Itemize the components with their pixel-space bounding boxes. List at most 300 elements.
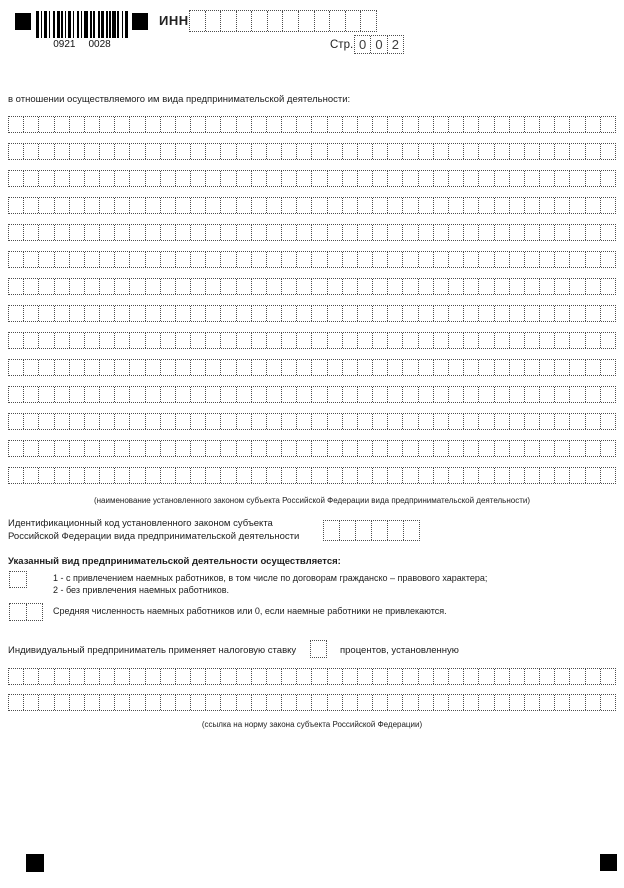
input-cell[interactable] <box>85 252 100 267</box>
input-cell[interactable] <box>237 441 252 456</box>
input-cell[interactable] <box>449 171 464 186</box>
input-cell[interactable] <box>358 225 373 240</box>
input-cell[interactable] <box>570 468 585 483</box>
input-cell[interactable] <box>343 414 358 429</box>
input-cell[interactable] <box>328 360 343 375</box>
input-cell[interactable] <box>9 252 24 267</box>
input-cell[interactable] <box>206 669 221 684</box>
input-cell[interactable] <box>100 441 115 456</box>
input-cell[interactable] <box>570 144 585 159</box>
input-cell[interactable] <box>24 117 39 132</box>
input-cell[interactable] <box>70 225 85 240</box>
input-cell[interactable] <box>510 468 525 483</box>
input-cell[interactable] <box>252 360 267 375</box>
input-cell[interactable] <box>373 252 388 267</box>
input-cell[interactable] <box>176 360 191 375</box>
input-cell[interactable] <box>100 468 115 483</box>
input-cell[interactable] <box>115 414 130 429</box>
input-cell[interactable] <box>24 695 39 710</box>
input-cell[interactable] <box>85 695 100 710</box>
input-cell[interactable] <box>267 171 282 186</box>
input-cell[interactable] <box>540 387 555 402</box>
input-cell[interactable] <box>586 669 601 684</box>
input-cell[interactable] <box>540 695 555 710</box>
input-cell[interactable] <box>358 333 373 348</box>
input-cell[interactable] <box>9 441 24 456</box>
input-cell[interactable] <box>449 360 464 375</box>
input-cell[interactable] <box>510 225 525 240</box>
input-cell[interactable] <box>540 441 555 456</box>
input-cell[interactable] <box>24 144 39 159</box>
input-cell[interactable] <box>343 306 358 321</box>
input-cell[interactable] <box>311 641 326 657</box>
input-cell[interactable] <box>267 669 282 684</box>
input-cell[interactable] <box>570 387 585 402</box>
input-cell[interactable] <box>252 252 267 267</box>
input-cell[interactable] <box>130 252 145 267</box>
input-cell[interactable] <box>540 117 555 132</box>
input-cell[interactable] <box>146 414 161 429</box>
input-cell[interactable] <box>464 225 479 240</box>
input-cell[interactable] <box>601 695 615 710</box>
input-cell[interactable] <box>312 333 327 348</box>
input-cell[interactable] <box>525 468 540 483</box>
input-cell[interactable] <box>358 198 373 213</box>
input-cell[interactable] <box>464 171 479 186</box>
input-cell[interactable] <box>146 144 161 159</box>
input-cell[interactable] <box>388 144 403 159</box>
input-cell[interactable] <box>267 468 282 483</box>
input-cell[interactable] <box>9 144 24 159</box>
input-cell[interactable] <box>434 171 449 186</box>
input-cell[interactable] <box>328 279 343 294</box>
input-cell[interactable] <box>555 306 570 321</box>
input-cell[interactable] <box>221 11 237 31</box>
input-cell[interactable] <box>419 117 434 132</box>
input-cell[interactable] <box>403 144 418 159</box>
input-cell[interactable] <box>525 695 540 710</box>
input-cell[interactable] <box>555 117 570 132</box>
input-cell[interactable] <box>601 117 615 132</box>
input-cell[interactable] <box>358 669 373 684</box>
input-cell[interactable] <box>555 387 570 402</box>
input-cell[interactable] <box>191 171 206 186</box>
input-cell[interactable] <box>161 252 176 267</box>
input-cell[interactable] <box>312 117 327 132</box>
input-cell[interactable] <box>601 669 615 684</box>
input-cell[interactable] <box>100 117 115 132</box>
input-cell[interactable] <box>388 198 403 213</box>
input-cell[interactable] <box>373 279 388 294</box>
input-cell[interactable] <box>100 669 115 684</box>
input-cell[interactable] <box>176 144 191 159</box>
input-cell[interactable] <box>55 360 70 375</box>
input-cell[interactable] <box>190 11 206 31</box>
input-cell[interactable] <box>525 360 540 375</box>
input-cell[interactable] <box>388 279 403 294</box>
input-cell[interactable] <box>540 333 555 348</box>
input-cell[interactable] <box>312 225 327 240</box>
input-cell[interactable] <box>267 441 282 456</box>
input-cell[interactable] <box>495 225 510 240</box>
input-cell[interactable] <box>282 468 297 483</box>
input-cell[interactable] <box>299 11 315 31</box>
input-cell[interactable] <box>343 387 358 402</box>
input-cell[interactable]: 0 <box>371 36 387 53</box>
input-cell[interactable] <box>601 144 615 159</box>
input-cell[interactable] <box>267 225 282 240</box>
input-cell[interactable] <box>403 414 418 429</box>
input-cell[interactable] <box>555 468 570 483</box>
input-cell[interactable] <box>130 669 145 684</box>
input-cell[interactable] <box>100 387 115 402</box>
input-cell[interactable] <box>130 360 145 375</box>
input-cell[interactable] <box>39 144 54 159</box>
input-cell[interactable] <box>343 198 358 213</box>
input-cell[interactable] <box>340 521 356 540</box>
input-cell[interactable] <box>130 695 145 710</box>
input-cell[interactable] <box>115 360 130 375</box>
input-cell[interactable] <box>324 521 340 540</box>
input-cell[interactable] <box>525 279 540 294</box>
input-cell[interactable] <box>161 333 176 348</box>
input-cell[interactable] <box>24 387 39 402</box>
input-cell[interactable] <box>176 171 191 186</box>
input-cell[interactable] <box>601 414 615 429</box>
input-cell[interactable] <box>495 333 510 348</box>
input-cell[interactable] <box>343 117 358 132</box>
input-cell[interactable] <box>586 117 601 132</box>
input-cell[interactable] <box>297 279 312 294</box>
input-cell[interactable] <box>115 279 130 294</box>
input-cell[interactable] <box>176 468 191 483</box>
input-cell[interactable] <box>479 468 494 483</box>
input-cell[interactable] <box>55 144 70 159</box>
input-cell[interactable] <box>267 360 282 375</box>
input-cell[interactable] <box>419 333 434 348</box>
input-cell[interactable] <box>100 695 115 710</box>
input-cell[interactable] <box>146 117 161 132</box>
input-cell[interactable] <box>419 252 434 267</box>
input-cell[interactable] <box>206 198 221 213</box>
input-cell[interactable] <box>495 144 510 159</box>
input-cell[interactable] <box>146 669 161 684</box>
input-cell[interactable] <box>100 279 115 294</box>
input-cell[interactable] <box>70 144 85 159</box>
input-cell[interactable] <box>570 306 585 321</box>
input-cell[interactable] <box>282 144 297 159</box>
input-cell[interactable] <box>330 11 346 31</box>
input-cell[interactable] <box>115 333 130 348</box>
input-cell[interactable] <box>130 171 145 186</box>
input-cell[interactable] <box>85 225 100 240</box>
input-cell[interactable] <box>161 279 176 294</box>
input-cell[interactable] <box>570 225 585 240</box>
input-cell[interactable] <box>419 144 434 159</box>
input-cell[interactable] <box>373 144 388 159</box>
input-cell[interactable] <box>540 669 555 684</box>
input-cell[interactable] <box>510 695 525 710</box>
input-cell[interactable] <box>525 144 540 159</box>
input-cell[interactable] <box>27 604 43 620</box>
input-cell[interactable] <box>328 306 343 321</box>
input-cell[interactable] <box>464 414 479 429</box>
input-cell[interactable] <box>419 360 434 375</box>
input-cell[interactable] <box>191 387 206 402</box>
input-cell[interactable] <box>403 441 418 456</box>
input-cell[interactable] <box>282 333 297 348</box>
input-cell[interactable] <box>130 117 145 132</box>
input-cell[interactable] <box>361 11 376 31</box>
input-cell[interactable] <box>161 387 176 402</box>
input-cell[interactable] <box>39 360 54 375</box>
input-cell[interactable] <box>115 468 130 483</box>
input-cell[interactable] <box>39 198 54 213</box>
input-cell[interactable] <box>146 171 161 186</box>
input-cell[interactable] <box>176 225 191 240</box>
input-cell[interactable] <box>176 306 191 321</box>
input-cell[interactable] <box>176 387 191 402</box>
input-cell[interactable] <box>388 521 404 540</box>
input-cell[interactable] <box>221 441 236 456</box>
input-cell[interactable] <box>115 695 130 710</box>
input-cell[interactable] <box>191 441 206 456</box>
input-cell[interactable] <box>328 198 343 213</box>
input-cell[interactable] <box>9 669 24 684</box>
input-cell[interactable] <box>328 414 343 429</box>
input-cell[interactable] <box>282 441 297 456</box>
input-cell[interactable] <box>479 695 494 710</box>
input-cell[interactable] <box>146 198 161 213</box>
input-cell[interactable] <box>252 387 267 402</box>
input-cell[interactable] <box>570 198 585 213</box>
input-cell[interactable] <box>9 171 24 186</box>
input-cell[interactable] <box>525 252 540 267</box>
input-cell[interactable] <box>373 387 388 402</box>
input-cell[interactable] <box>297 171 312 186</box>
input-cell[interactable] <box>146 306 161 321</box>
input-cell[interactable] <box>495 441 510 456</box>
input-cell[interactable] <box>85 360 100 375</box>
input-cell[interactable] <box>419 441 434 456</box>
input-cell[interactable] <box>525 306 540 321</box>
input-cell[interactable] <box>464 669 479 684</box>
input-cell[interactable] <box>176 414 191 429</box>
input-cell[interactable] <box>237 171 252 186</box>
input-cell[interactable] <box>495 171 510 186</box>
input-cell[interactable] <box>161 669 176 684</box>
input-cell[interactable] <box>39 669 54 684</box>
input-cell[interactable] <box>130 279 145 294</box>
input-cell[interactable] <box>434 669 449 684</box>
input-cell[interactable] <box>191 695 206 710</box>
input-cell[interactable] <box>252 468 267 483</box>
input-cell[interactable] <box>479 171 494 186</box>
input-cell[interactable] <box>495 695 510 710</box>
input-cell[interactable] <box>161 468 176 483</box>
input-cell[interactable] <box>282 117 297 132</box>
input-cell[interactable] <box>479 279 494 294</box>
input-cell[interactable] <box>161 225 176 240</box>
input-cell[interactable] <box>267 117 282 132</box>
input-cell[interactable] <box>176 695 191 710</box>
input-cell[interactable] <box>525 333 540 348</box>
input-cell[interactable] <box>495 117 510 132</box>
input-cell[interactable] <box>100 414 115 429</box>
input-cell[interactable] <box>510 144 525 159</box>
input-cell[interactable] <box>146 468 161 483</box>
input-cell[interactable] <box>328 225 343 240</box>
input-cell[interactable] <box>221 333 236 348</box>
input-cell[interactable] <box>555 669 570 684</box>
input-cell[interactable] <box>146 387 161 402</box>
input-cell[interactable] <box>267 198 282 213</box>
input-cell[interactable] <box>55 171 70 186</box>
input-cell[interactable] <box>601 387 615 402</box>
input-cell[interactable] <box>328 468 343 483</box>
input-cell[interactable] <box>388 387 403 402</box>
input-cell[interactable] <box>570 669 585 684</box>
input-cell[interactable] <box>601 333 615 348</box>
input-cell[interactable] <box>130 144 145 159</box>
input-cell[interactable] <box>55 252 70 267</box>
input-cell[interactable] <box>388 414 403 429</box>
input-cell[interactable] <box>9 333 24 348</box>
input-cell[interactable] <box>479 225 494 240</box>
input-cell[interactable] <box>601 225 615 240</box>
input-cell[interactable] <box>237 669 252 684</box>
input-cell[interactable] <box>9 387 24 402</box>
input-cell[interactable] <box>55 669 70 684</box>
input-cell[interactable] <box>388 252 403 267</box>
input-cell[interactable] <box>252 11 268 31</box>
input-cell[interactable] <box>373 306 388 321</box>
input-cell[interactable] <box>495 414 510 429</box>
input-cell[interactable] <box>464 117 479 132</box>
input-cell[interactable] <box>161 171 176 186</box>
input-cell[interactable] <box>373 669 388 684</box>
input-cell[interactable] <box>586 171 601 186</box>
input-cell[interactable] <box>434 198 449 213</box>
input-cell[interactable]: 0 <box>355 36 371 53</box>
input-cell[interactable] <box>586 695 601 710</box>
input-cell[interactable] <box>176 441 191 456</box>
input-cell[interactable] <box>403 387 418 402</box>
input-cell[interactable] <box>479 306 494 321</box>
input-cell[interactable] <box>115 252 130 267</box>
input-cell[interactable] <box>100 306 115 321</box>
input-cell[interactable] <box>191 414 206 429</box>
input-cell[interactable] <box>161 441 176 456</box>
input-cell[interactable] <box>479 669 494 684</box>
input-cell[interactable] <box>115 171 130 186</box>
input-cell[interactable] <box>221 117 236 132</box>
input-cell[interactable] <box>586 414 601 429</box>
input-cell[interactable] <box>346 11 362 31</box>
input-cell[interactable] <box>297 333 312 348</box>
input-cell[interactable] <box>267 252 282 267</box>
input-cell[interactable] <box>525 441 540 456</box>
input-cell[interactable] <box>267 279 282 294</box>
input-cell[interactable] <box>479 414 494 429</box>
input-cell[interactable] <box>39 414 54 429</box>
input-cell[interactable] <box>191 333 206 348</box>
input-cell[interactable] <box>146 695 161 710</box>
input-cell[interactable] <box>10 604 27 620</box>
input-cell[interactable] <box>555 198 570 213</box>
input-cell[interactable] <box>510 333 525 348</box>
input-cell[interactable] <box>130 387 145 402</box>
input-cell[interactable] <box>282 387 297 402</box>
input-cell[interactable] <box>55 225 70 240</box>
input-cell[interactable] <box>297 360 312 375</box>
input-cell[interactable] <box>388 306 403 321</box>
input-cell[interactable] <box>540 198 555 213</box>
input-cell[interactable] <box>403 360 418 375</box>
input-cell[interactable] <box>252 171 267 186</box>
input-cell[interactable] <box>237 198 252 213</box>
input-cell[interactable] <box>328 144 343 159</box>
input-cell[interactable] <box>312 468 327 483</box>
input-cell[interactable] <box>434 117 449 132</box>
input-cell[interactable] <box>403 279 418 294</box>
input-cell[interactable] <box>510 669 525 684</box>
input-cell[interactable] <box>176 117 191 132</box>
input-cell[interactable]: 2 <box>391 37 399 52</box>
input-cell[interactable] <box>510 414 525 429</box>
input-cell[interactable] <box>449 252 464 267</box>
input-cell[interactable] <box>206 333 221 348</box>
input-cell[interactable] <box>540 225 555 240</box>
input-cell[interactable] <box>282 669 297 684</box>
input-cell[interactable] <box>221 306 236 321</box>
input-cell[interactable] <box>100 171 115 186</box>
input-cell[interactable] <box>464 441 479 456</box>
input-cell[interactable] <box>555 360 570 375</box>
input-cell[interactable] <box>358 306 373 321</box>
input-cell[interactable] <box>115 306 130 321</box>
input-cell[interactable] <box>312 669 327 684</box>
input-cell[interactable] <box>464 279 479 294</box>
input-cell[interactable] <box>388 117 403 132</box>
input-cell[interactable] <box>70 441 85 456</box>
input-cell[interactable] <box>312 198 327 213</box>
input-cell[interactable] <box>510 279 525 294</box>
input-cell[interactable] <box>356 521 372 540</box>
input-cell[interactable] <box>130 306 145 321</box>
input-cell[interactable] <box>39 306 54 321</box>
input-cell[interactable] <box>525 387 540 402</box>
input-cell[interactable] <box>55 387 70 402</box>
input-cell[interactable] <box>100 252 115 267</box>
input-cell[interactable] <box>39 279 54 294</box>
input-cell[interactable] <box>449 333 464 348</box>
input-cell[interactable] <box>464 306 479 321</box>
input-cell[interactable] <box>510 171 525 186</box>
input-cell[interactable] <box>24 198 39 213</box>
input-cell[interactable] <box>570 117 585 132</box>
input-cell[interactable] <box>237 144 252 159</box>
input-cell[interactable] <box>206 279 221 294</box>
input-cell[interactable] <box>85 306 100 321</box>
input-cell[interactable] <box>388 695 403 710</box>
input-cell[interactable] <box>191 225 206 240</box>
input-cell[interactable] <box>237 225 252 240</box>
input-cell[interactable] <box>176 669 191 684</box>
input-cell[interactable] <box>434 252 449 267</box>
input-cell[interactable] <box>9 414 24 429</box>
input-cell[interactable] <box>373 360 388 375</box>
